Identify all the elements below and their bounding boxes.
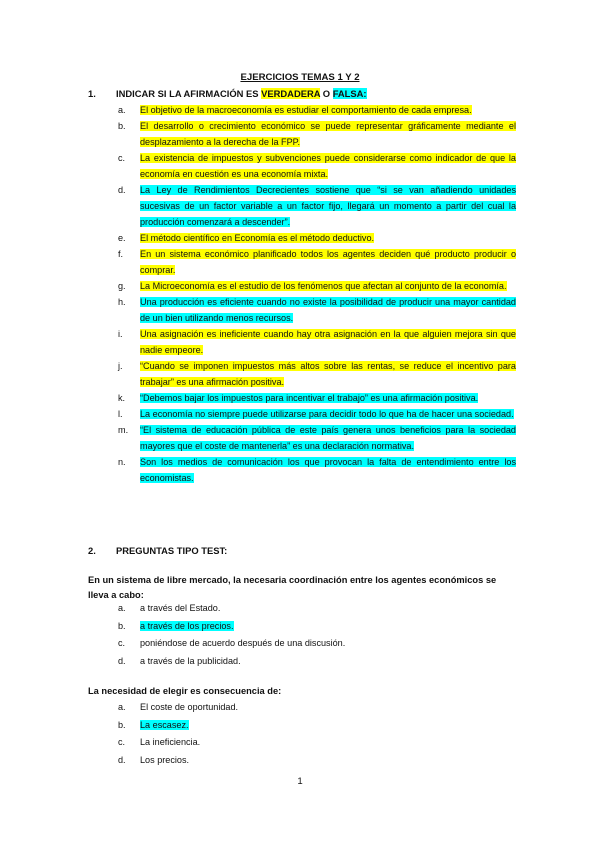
statement-text: Una asignación es ineficiente cuando hay otra asignación en la que alguien mejora sin que nadie empeore.	[140, 329, 516, 355]
section1-heading	[88, 88, 367, 99]
section1-heading-mid: O	[320, 88, 333, 99]
heading-false-label: FALSA:	[332, 88, 367, 99]
statement-item	[118, 278, 516, 294]
page-number: 1	[297, 776, 303, 787]
option-letter: d.	[118, 754, 126, 765]
option-letter: b.	[118, 719, 126, 730]
statement-item	[118, 230, 516, 246]
option-text: La ineficiencia.	[140, 737, 201, 747]
statement-item	[118, 390, 516, 406]
option-text: El coste de oportunidad.	[140, 702, 239, 712]
statement-letter: k.	[118, 393, 126, 403]
statement-item	[118, 102, 516, 118]
statement-text: El objetivo de la macroeconomía es estudiar el comportamiento de cada empresa.	[140, 105, 472, 115]
statement-text: El método científico en Economía es el método deductivo.	[140, 233, 375, 243]
question-2-options	[118, 699, 498, 769]
option-letter: a.	[118, 603, 126, 613]
section1-heading-prefix: INDICAR SI LA AFIRMACIÓN ES	[116, 88, 262, 99]
statement-text: “Debemos bajar los impuestos para incentivar el trabajo” es una afirmación positiva.	[140, 393, 479, 403]
section2-number: 2.	[88, 545, 96, 556]
statement-text: Son los medios de comunicación los que provocan la falta de entendimiento entre los economistas.	[140, 457, 516, 483]
statement-letter: f.	[118, 249, 124, 259]
statement-text: El desarrollo o crecimiento económico se puede representar gráficamente mediante el desplazamiento a la derecha de la FPP.	[140, 121, 516, 147]
answer-option	[118, 752, 498, 770]
statement-item	[118, 454, 516, 486]
statement-letter: h.	[118, 297, 126, 307]
option-text: Los precios.	[140, 754, 190, 765]
statement-letter: m.	[118, 425, 129, 435]
section2-heading	[88, 545, 227, 556]
section1-number: 1.	[88, 88, 96, 99]
statement-letter: c.	[118, 153, 126, 163]
statement-item	[118, 358, 516, 390]
statement-item	[118, 150, 516, 182]
question-2: La necesidad de elegir es consecuencia de:	[88, 686, 282, 696]
page-title: EJERCICIOS TEMAS 1 Y 2	[240, 72, 360, 83]
option-text: a través del Estado.	[140, 603, 221, 613]
option-letter: b.	[118, 620, 126, 631]
statement-letter: j.	[118, 361, 123, 371]
option-letter: a.	[118, 702, 126, 712]
answer-option	[118, 618, 498, 636]
statement-letter: b.	[118, 121, 126, 131]
statement-item	[118, 246, 516, 278]
statement-letter: d.	[118, 185, 126, 195]
answer-option	[118, 600, 498, 618]
statement-text: La economía no siempre puede utilizarse para decidir todo lo que ha de hacer una sociedad.	[140, 409, 514, 419]
answer-option	[118, 734, 498, 752]
statement-letter: n.	[118, 457, 126, 467]
option-letter: c.	[118, 638, 126, 648]
statement-letter: e.	[118, 233, 126, 243]
option-letter: c.	[118, 737, 126, 747]
answer-option	[118, 717, 498, 735]
question-1-options	[118, 600, 498, 670]
statement-text: Una producción es eficiente cuando no existe la posibilidad de producir una mayor cantidad de un bien utilizando menos recursos.	[140, 297, 516, 323]
statement-letter: g.	[118, 281, 126, 291]
statement-item	[118, 422, 516, 454]
statement-list	[118, 102, 516, 486]
statement-item	[118, 406, 516, 422]
statement-text: “Cuando se imponen impuestos más altos sobre las rentas, se reduce el incentivo para trabajar” es una afirmación positiva.	[140, 361, 516, 387]
answer-option	[118, 699, 498, 717]
option-letter: d.	[118, 655, 126, 666]
statement-text: La Microeconomía es el estudio de los fenómenos que afectan al conjunto de la economía.	[140, 281, 507, 291]
statement-text: La Ley de Rendimientos Decrecientes sostiene que “si se van añadiendo unidades sucesivas de un factor variable a un factor fijo, llegará un momento a partir del cual la producción comenzará a descender”.	[140, 185, 516, 227]
statement-item	[118, 182, 516, 230]
statement-letter: a.	[118, 105, 126, 115]
statement-text: En un sistema económico planificado todos los agentes deciden qué producto producir o comprar.	[140, 249, 516, 275]
statement-text: “El sistema de educación pública de este país genera unos beneficios para la sociedad mayores que el coste de mantenerla” es una declaración normativa.	[140, 425, 516, 451]
heading-true-label: VERDADERA	[261, 88, 321, 99]
statement-item	[118, 326, 516, 358]
statement-letter: l.	[118, 409, 123, 419]
option-text: poniéndose de acuerdo después de una discusión.	[140, 638, 346, 648]
statement-letter: i.	[118, 329, 123, 339]
section2-heading-text: PREGUNTAS TIPO TEST:	[116, 545, 228, 556]
statement-item	[118, 118, 516, 150]
option-text: a través de los precios.	[140, 620, 234, 631]
option-text: La escasez.	[140, 719, 189, 730]
statement-item	[118, 294, 516, 326]
statement-text: La existencia de impuestos y subvenciones puede considerarse como indicador de que la economía en cuestión es una economía mixta.	[140, 153, 516, 179]
answer-option	[118, 653, 498, 671]
answer-option	[118, 635, 498, 653]
question-1: En un sistema de libre mercado, la necesaria coordinación entre los agentes económicos se lleva a cabo:	[88, 575, 497, 600]
option-text: a través de la publicidad.	[140, 655, 241, 666]
